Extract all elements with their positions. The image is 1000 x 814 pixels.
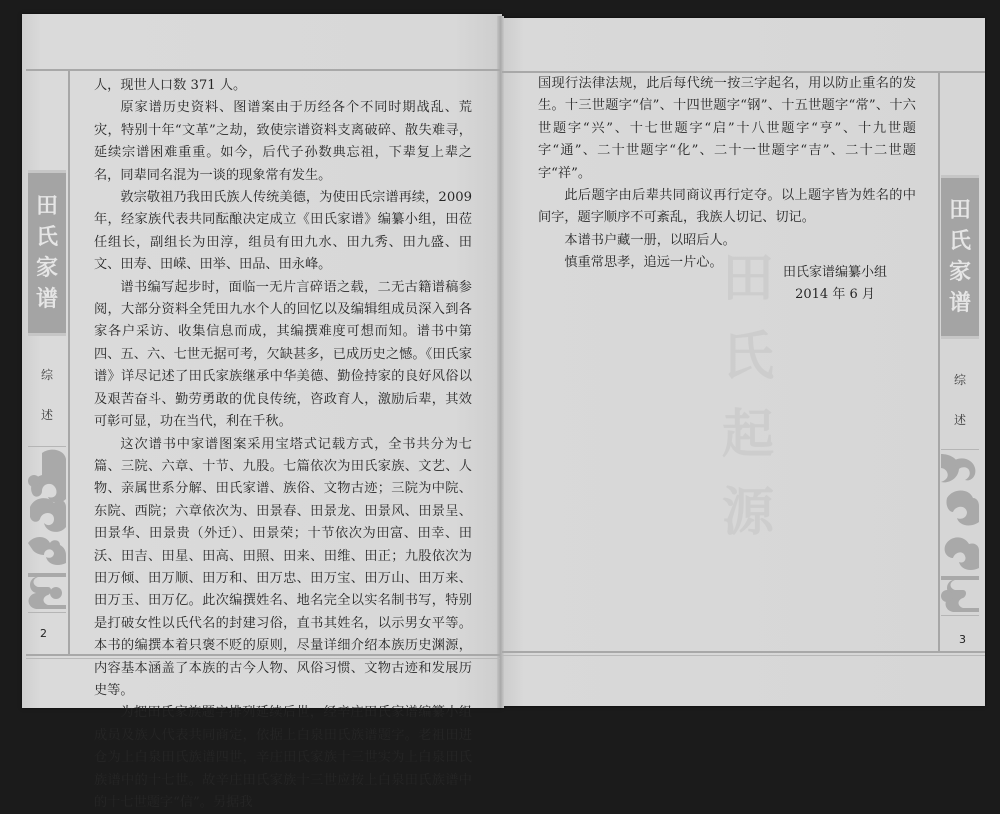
left-title-tab [28, 170, 66, 336]
paragraph: 人，现世人口数 371 人。 [94, 78, 247, 93]
page-number-left: 2 [40, 627, 47, 640]
title-char: 氏 [948, 229, 971, 254]
title-char: 氏 [35, 225, 58, 250]
paragraph: 敦宗敬祖乃我田氏族人传统美德，为使田氏宗谱再续，2009 年，经家族代表共同酝酿决定成立《田氏家谱》编纂小组，田莅任组长，副组长为田淳，组员有田九水、田九秀、田九盛、田文、田寿、田嵘、田举、田品、田永峰。 [94, 190, 472, 273]
paragraph: 慎重常思孝，追远一片心。 [564, 255, 723, 271]
title-char: 田 [948, 198, 971, 223]
paragraph: 为把田氏家族题字排列延续后世，经辛庄田氏家谱编纂小组成员及族人代表共同商定，依据上白泉田氏族谱题字。老祖田进仓为上白泉田氏族谱四世，辛庄田氏家族十三世实为上白泉田氏族谱中的十七世。故辛庄田氏家族十三世应按上白泉田氏族谱中的十七世题字“信”。另据我 [94, 705, 472, 810]
left-margin-rule [68, 71, 70, 654]
title-char: 家 [35, 256, 58, 281]
section-char: 述 [953, 413, 966, 427]
right-margin-rule [938, 73, 940, 651]
cloud-ornament-icon [941, 449, 979, 616]
paragraph: 国现行法律法规，此后每代统一按三字起名，用以防止重名的发生。十三世题字“信”、十四世题字“钢”、十五世题字“常”、十六世题字“兴”、十七世题字“启”十八世题字“亨”、十九世题字“通”、二十世题字“化”、二十一世题字“吉”、二十二世题字“祥”。 [538, 76, 916, 181]
section-char: 综 [40, 368, 53, 382]
right-title-tab [941, 175, 979, 339]
signature-date: 2014 年 6 月 [795, 287, 875, 302]
paragraph: 原家谱历史资料、图谱案由于历经各个不同时期战乱、荒灾，特别十年“文革”之劫，致使宗谱资料支离破碎、散失难寻，延续宗谱困难重重。如今，后代子孙数典忘祖，下辈复上辈之名，同辈同名混为一谈的现象常有发生。 [94, 100, 472, 183]
watermark-char: 起 [721, 404, 774, 465]
paragraph: 这次谱书中家谱图案采用宝塔式记载方式，全书共分为七篇、三院、六章、十节、九股。七篇依次为田氏家族、文艺、人物、亲属世系分解、田氏家谱、族俗、文物古迹；三院为中院、东院、西院；六章依次为、田景春、田景龙、田景风、田景呈、田景华、田景贵（外迁）、田景荣；十节依次为田富、田幸、田沃、田吉、田星、田高、田照、田来、田维、田正；九股依次为田万倾、田万顺、田万和、田万忠、田万宝、田万山、田万来、田万玉、田万亿。此次编撰姓名、地名完全以实名制书写，特别是打破女性以氏代名的封建习俗，直书其姓名，以示男女平等。本书的编撰本着只褒不贬的原则，尽量详细介绍本族历史渊源，内容基本涵盖了本族的古今人物、风俗习惯、文物古迹和发展历史等。 [94, 436, 472, 698]
paragraph: 谱书编写起步时，面临一无片言碎语之载，二无古籍谱稿参阅，大部分资料全凭田九水个人的回忆以及编辑组成员深入到各家各户采访、收集信息而成，其编撰难度可想而知。谱书中第四、五、六、七世无据可考，欠缺甚多，已成历史之憾。《田氏家谱》详尽记述了田氏家族继承中华美德、勤俭持家的良好风俗以及艰苦奋斗、勤劳勇敢的优良传统，咨政育人，激励后辈，其效可彰可显，功在当代，利在千秋。 [94, 279, 472, 430]
right-section-label [941, 360, 979, 440]
right-body-text [538, 73, 916, 275]
page-number-right: 3 [959, 633, 966, 646]
right-bottom-rule-thin [502, 655, 985, 656]
watermark-char: 源 [721, 482, 774, 543]
watermark-char: 氏 [721, 326, 774, 387]
paragraph: 本谱书户藏一册，以昭后人。 [564, 232, 736, 248]
signature-block [760, 262, 910, 306]
section-char: 述 [40, 408, 53, 422]
left-body-text [94, 75, 472, 814]
title-char: 田 [35, 194, 58, 219]
book-spine-gutter [497, 16, 504, 708]
title-char: 谱 [948, 291, 971, 316]
title-char: 家 [948, 260, 971, 285]
cloud-ornament-icon [28, 446, 66, 613]
left-top-rule [26, 69, 500, 71]
left-section-label [28, 355, 66, 435]
title-char: 谱 [35, 287, 58, 312]
watermark-char: 田 [721, 248, 774, 309]
section-char: 综 [953, 373, 966, 387]
paragraph: 此后题字由后辈共同商议再行定夺。以上题字皆为姓名的中间字，题字顺序不可紊乱，我族人切记、切记。 [538, 188, 916, 226]
right-bottom-rule [502, 651, 985, 653]
signature-author: 田氏家谱编纂小组 [782, 265, 887, 280]
